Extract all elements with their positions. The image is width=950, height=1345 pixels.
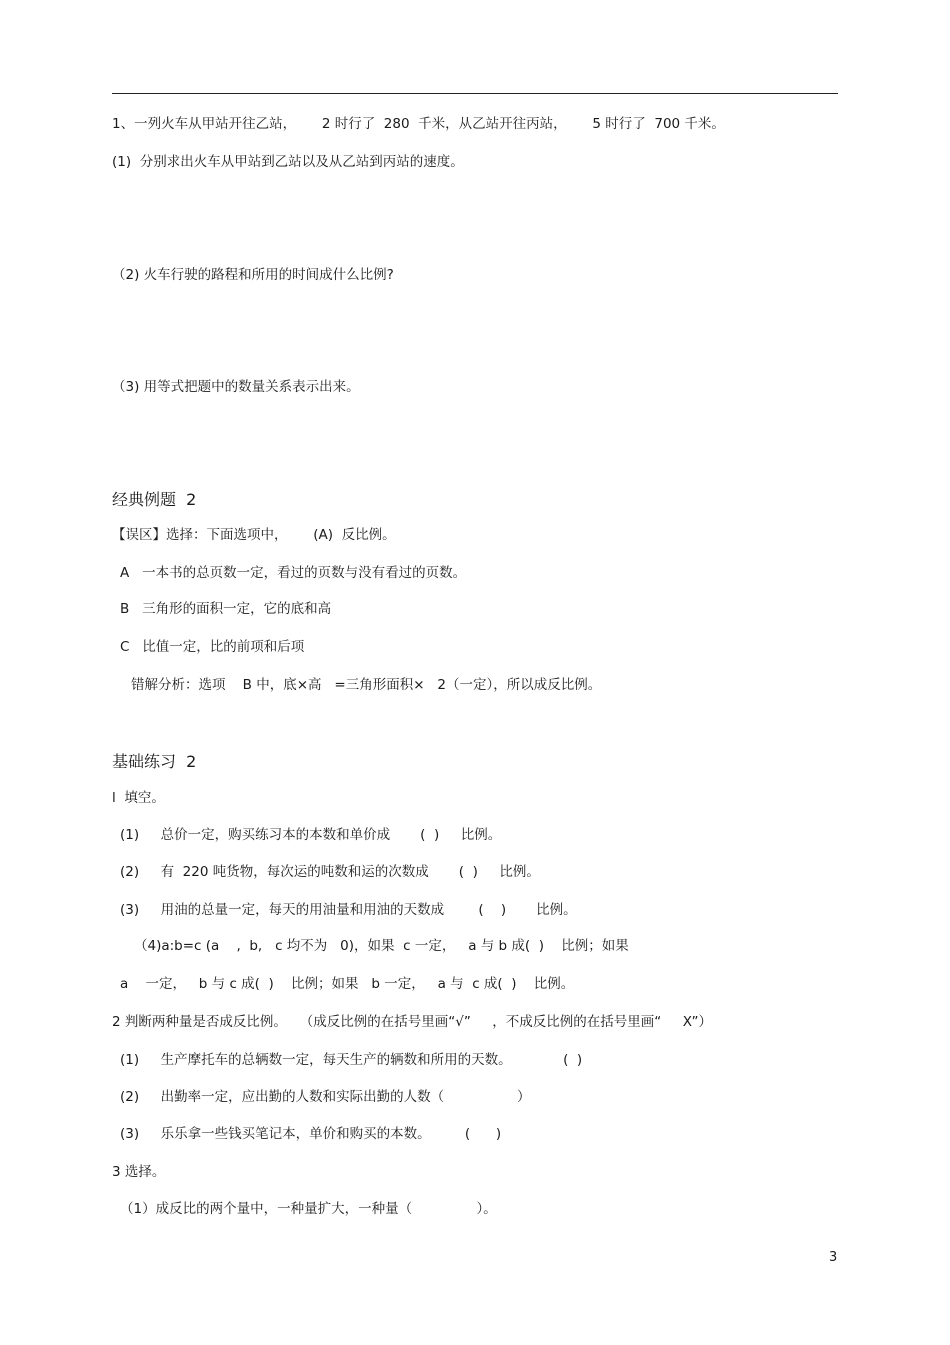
practice2-judge-title: 2 判断两种量是否成反比例。 （成反比例的在括号里画“√” ，不成反比例的在括号里画“ X”） — [112, 1014, 712, 1030]
example2-heading: 经典例题 2 — [112, 490, 197, 509]
practice2-fill-4a: （4)a:b=c (a , b, c 均不为 0)，如果 c 一定， a 与 b 成( ) 比例；如果 — [134, 938, 629, 954]
practice2-fill-title: l 填空。 — [112, 790, 165, 806]
practice2-heading: 基础练习 2 — [112, 752, 197, 771]
practice2-fill-2: (2) 有 220 吨货物，每次运的吨数和运的次数成 ( ) 比例。 — [120, 864, 540, 880]
header-rule — [112, 93, 838, 94]
example2-analysis: 错解分析：选项 B 中，底×高 =三角形面积× 2（一定），所以成反比例。 — [131, 677, 602, 693]
example2-option-c: C 比值一定，比的前项和后项 — [120, 639, 305, 655]
practice2-fill-1: (1) 总价一定，购买练习本的本数和单价成 ( ) 比例。 — [120, 827, 502, 843]
practice2-judge-2: (2) 出勤率一定，应出勤的人数和实际出勤的人数（ ） — [120, 1089, 531, 1105]
example2-option-a: A 一本书的总页数一定，看过的页数与没有看过的页数。 — [120, 565, 467, 581]
practice2-judge-3: (3) 乐乐拿一些钱买笔记本，单价和购买的本数。 ( ) — [120, 1126, 502, 1142]
practice2-fill-3: (3) 用油的总量一定，每天的用油量和用油的天数成 ( ) 比例。 — [120, 902, 577, 918]
problem1-q2: （2) 火车行驶的路程和所用的时间成什么比例? — [112, 267, 394, 283]
practice2-fill-4b: a 一定， b 与 c 成( ) 比例；如果 b 一定， a 与 c 成( ) 比例。 — [120, 976, 575, 992]
page-number: 3 — [829, 1250, 838, 1265]
practice2-choice-1: （1）成反比的两个量中，一种量扩大，一种量（ ）。 — [120, 1201, 497, 1217]
example2-prompt: 【误区】选择：下面选项中， (A) 反比例。 — [112, 527, 396, 543]
problem1-q1: (1) 分别求出火车从甲站到乙站以及从乙站到丙站的速度。 — [112, 154, 464, 170]
practice2-choice-title: 3 选择。 — [112, 1164, 166, 1180]
problem1-q3: （3) 用等式把题中的数量关系表示出来。 — [112, 379, 360, 395]
practice2-judge-1: (1) 生产摩托车的总辆数一定，每天生产的辆数和所用的天数。 ( ) — [120, 1052, 583, 1068]
problem1-stem: 1、一列火车从甲站开往乙站， 2 时行了 280 千米，从乙站开往丙站， 5 时行了 700 千米。 — [112, 116, 725, 132]
example2-option-b: B 三角形的面积一定，它的底和高 — [120, 601, 332, 617]
